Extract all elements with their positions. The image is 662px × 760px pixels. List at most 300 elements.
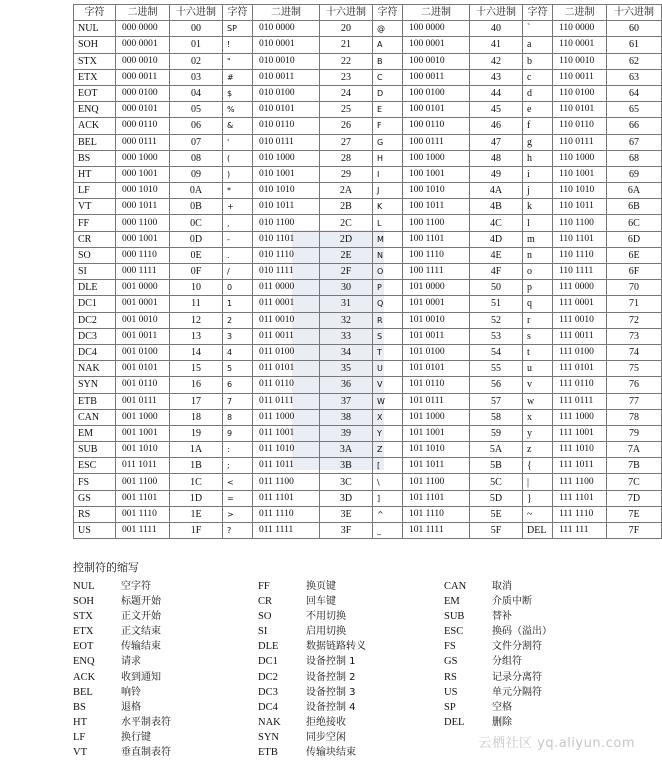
abbreviation-code: US (444, 686, 458, 698)
char-cell: EM (74, 425, 116, 441)
hex-cell: 40 (470, 21, 523, 37)
hex-cell: 14 (170, 344, 223, 360)
abbreviation-code: ETX (73, 626, 94, 638)
hex-cell: 52 (470, 312, 523, 328)
binary-cell: 010 0101 (253, 102, 320, 118)
char-cell: DC4 (74, 344, 116, 360)
binary-cell: 111 1010 (553, 442, 607, 458)
hex-cell: 2D (320, 231, 373, 247)
hex-cell: 74 (607, 344, 662, 360)
char-cell: ` (523, 21, 553, 37)
hex-cell: 75 (607, 361, 662, 377)
abbreviation-description: 水平制表符 (121, 716, 171, 728)
abbreviation-code: ESC (444, 626, 464, 638)
binary-cell: 001 1111 (116, 523, 170, 539)
binary-cell: 111 0011 (553, 328, 607, 344)
binary-cell: 001 1010 (116, 442, 170, 458)
hex-cell: 19 (170, 425, 223, 441)
hex-cell: 0D (170, 231, 223, 247)
abbreviation-description: 收到通知 (121, 671, 161, 683)
hex-cell: 0A (170, 183, 223, 199)
binary-cell: 101 0001 (403, 296, 470, 312)
hex-cell: 45 (470, 102, 523, 118)
binary-cell: 101 1001 (403, 425, 470, 441)
binary-cell: 100 1101 (403, 231, 470, 247)
binary-cell: 100 1010 (403, 183, 470, 199)
table-row (74, 523, 662, 539)
char-cell: c (523, 69, 553, 85)
binary-cell: 011 0010 (253, 312, 320, 328)
char-cell: H (373, 150, 403, 166)
char-cell: k (523, 199, 553, 215)
abbreviation-item (258, 700, 366, 715)
hex-cell: 49 (470, 166, 523, 182)
abbreviation-description: 设备控制 4 (306, 701, 356, 713)
abbreviation-code: LF (73, 731, 86, 743)
abbreviation-description: 替补 (492, 611, 512, 623)
table-row (74, 215, 662, 231)
binary-cell: 101 0101 (403, 361, 470, 377)
binary-cell: 110 1111 (553, 264, 607, 280)
char-cell: { (523, 458, 553, 474)
hex-cell: 64 (607, 85, 662, 101)
abbreviation-code: CAN (444, 581, 467, 592)
binary-cell: 101 0111 (403, 393, 470, 409)
hex-cell: 0B (170, 199, 223, 215)
abbreviation-item (258, 639, 366, 654)
char-cell: g (523, 134, 553, 150)
abbreviation-code: CR (258, 596, 273, 608)
char-cell: SO (74, 247, 116, 263)
char-cell: DLE (74, 280, 116, 296)
hex-cell: 36 (320, 377, 373, 393)
binary-cell: 100 1001 (403, 166, 470, 182)
binary-cell: 111 0100 (553, 344, 607, 360)
binary-cell: 011 1111 (253, 523, 320, 539)
binary-cell: 000 0010 (116, 53, 170, 69)
abbreviation-description: 单元分隔符 (492, 686, 542, 698)
binary-cell: 101 1111 (403, 523, 470, 539)
binary-cell: 010 0011 (253, 69, 320, 85)
abbreviation-item (258, 579, 366, 594)
hex-cell: 1C (170, 474, 223, 490)
binary-cell: 101 1110 (403, 506, 470, 522)
table-row (74, 231, 662, 247)
table-row (74, 458, 662, 474)
abbreviation-code: FF (258, 581, 270, 592)
char-cell: DC1 (74, 296, 116, 312)
char-cell: BEL (74, 134, 116, 150)
abbreviation-column-1 (73, 579, 171, 760)
header-binary: 二进制 (403, 5, 470, 21)
abbreviation-code: BEL (73, 686, 93, 698)
hex-cell: 5E (470, 506, 523, 522)
binary-cell: 110 0101 (553, 102, 607, 118)
binary-cell: 001 0010 (116, 312, 170, 328)
binary-cell: 011 0111 (253, 393, 320, 409)
binary-cell: 011 1011 (253, 458, 320, 474)
hex-cell: 58 (470, 409, 523, 425)
hex-cell: 39 (320, 425, 373, 441)
hex-cell: 63 (607, 69, 662, 85)
binary-cell: 100 1000 (403, 150, 470, 166)
char-cell: C (373, 69, 403, 85)
char-cell: U (373, 361, 403, 377)
char-cell: RS (74, 506, 116, 522)
header-hex: 十六进制 (170, 5, 223, 21)
char-cell: BS (74, 150, 116, 166)
char-cell: a (523, 37, 553, 53)
abbreviation-item (444, 715, 552, 730)
hex-cell: 22 (320, 53, 373, 69)
table-row (74, 166, 662, 182)
hex-cell: 25 (320, 102, 373, 118)
abbreviation-item (73, 715, 171, 730)
binary-cell: 011 0001 (253, 296, 320, 312)
hex-cell: 65 (607, 102, 662, 118)
binary-cell: 000 1011 (116, 199, 170, 215)
char-cell: l (523, 215, 553, 231)
table-row (74, 53, 662, 69)
binary-cell: 011 1110 (253, 506, 320, 522)
hex-cell: 3F (320, 523, 373, 539)
char-cell: M (373, 231, 403, 247)
char-cell: CAN (74, 409, 116, 425)
binary-cell: 100 0010 (403, 53, 470, 69)
char-cell: Z (373, 442, 403, 458)
hex-cell: 34 (320, 344, 373, 360)
binary-cell: 110 0010 (553, 53, 607, 69)
char-cell: @ (373, 21, 403, 37)
hex-cell: 59 (470, 425, 523, 441)
binary-cell: 000 0001 (116, 37, 170, 53)
abbreviation-code: DC3 (258, 686, 278, 698)
hex-cell: 18 (170, 409, 223, 425)
hex-cell: 10 (170, 280, 223, 296)
abbreviation-item (258, 745, 366, 760)
char-cell: r (523, 312, 553, 328)
hex-cell: 41 (470, 37, 523, 53)
abbreviation-code: ETB (258, 747, 278, 759)
abbreviation-item (444, 700, 552, 715)
char-cell: F (373, 118, 403, 134)
hex-cell: 56 (470, 377, 523, 393)
header-hex: 十六进制 (470, 5, 523, 21)
char-cell: ENQ (74, 102, 116, 118)
abbreviation-code: ACK (73, 671, 96, 683)
hex-cell: 77 (607, 393, 662, 409)
hex-cell: 31 (320, 296, 373, 312)
abbreviation-code: DC4 (258, 701, 278, 713)
char-cell: f (523, 118, 553, 134)
char-cell: 3 (223, 328, 253, 344)
char-cell: E (373, 102, 403, 118)
char-cell: 0 (223, 280, 253, 296)
binary-cell: 111 0110 (553, 377, 607, 393)
binary-cell: 011 0101 (253, 361, 320, 377)
char-cell: z (523, 442, 553, 458)
hex-cell: 16 (170, 377, 223, 393)
abbreviation-description: 设备控制 2 (306, 671, 356, 683)
table-row (74, 134, 662, 150)
binary-cell: 111 0001 (553, 296, 607, 312)
binary-cell: 101 0100 (403, 344, 470, 360)
char-cell: ETB (74, 393, 116, 409)
abbreviation-description: 记录分离符 (492, 671, 542, 683)
binary-cell: 000 0101 (116, 102, 170, 118)
abbreviation-item (73, 624, 171, 639)
table-row (74, 85, 662, 101)
char-cell: ACK (74, 118, 116, 134)
binary-cell: 011 1001 (253, 425, 320, 441)
char-cell: j (523, 183, 553, 199)
abbreviation-code: NUL (73, 581, 95, 592)
abbreviation-description: 数据链路转义 (306, 641, 366, 653)
hex-cell: 2A (320, 183, 373, 199)
char-cell: - (223, 231, 253, 247)
binary-cell: 100 0111 (403, 134, 470, 150)
char-cell: _ (373, 523, 403, 539)
abbreviation-column-2 (258, 579, 366, 760)
binary-cell: 001 1110 (116, 506, 170, 522)
table-row (74, 37, 662, 53)
char-cell: D (373, 85, 403, 101)
char-cell: DC2 (74, 312, 116, 328)
hex-cell: 6C (607, 215, 662, 231)
hex-cell: 2E (320, 247, 373, 263)
hex-cell: 1E (170, 506, 223, 522)
binary-cell: 100 1100 (403, 215, 470, 231)
hex-cell: 4D (470, 231, 523, 247)
abbreviation-description: 响铃 (121, 686, 141, 698)
hex-cell: 2B (320, 199, 373, 215)
hex-cell: 05 (170, 102, 223, 118)
binary-cell: 011 1000 (253, 409, 320, 425)
binary-cell: 110 0100 (553, 85, 607, 101)
char-cell: ? (223, 523, 253, 539)
binary-cell: 001 0001 (116, 296, 170, 312)
char-cell: 6 (223, 377, 253, 393)
table-row (74, 183, 662, 199)
abbreviation-description: 换行键 (121, 731, 151, 743)
hex-cell: 32 (320, 312, 373, 328)
char-cell: NAK (74, 361, 116, 377)
char-cell: \ (373, 474, 403, 490)
binary-cell: 000 0110 (116, 118, 170, 134)
hex-cell: 24 (320, 85, 373, 101)
abbreviation-item (444, 579, 552, 594)
char-cell: L (373, 215, 403, 231)
abbreviation-description: 传输块结束 (306, 747, 356, 759)
char-cell: O (373, 264, 403, 280)
hex-cell: 3B (320, 458, 373, 474)
binary-cell: 000 1000 (116, 150, 170, 166)
binary-cell: 010 0110 (253, 118, 320, 134)
table-row (74, 118, 662, 134)
hex-cell: 12 (170, 312, 223, 328)
hex-cell: 23 (320, 69, 373, 85)
char-cell: u (523, 361, 553, 377)
binary-cell: 100 1111 (403, 264, 470, 280)
abbreviation-code: BS (73, 701, 86, 713)
abbreviation-description: 拒绝接收 (306, 716, 346, 728)
abbreviation-description: 设备控制 1 (306, 656, 356, 668)
table-row (74, 199, 662, 215)
hex-cell: 7E (607, 506, 662, 522)
hex-cell: 1D (170, 490, 223, 506)
char-cell: b (523, 53, 553, 69)
abbreviation-description: 分组符 (492, 656, 522, 668)
abbreviation-description: 不用切换 (306, 611, 346, 623)
char-cell: I (373, 166, 403, 182)
abbreviation-item (258, 715, 366, 730)
char-cell: . (223, 247, 253, 263)
abbreviation-description: 换码（溢出） (492, 626, 552, 638)
hex-cell: 71 (607, 296, 662, 312)
abbreviation-description: 传输结束 (121, 641, 161, 653)
abbreviation-code: SOH (73, 596, 95, 608)
binary-cell: 001 0011 (116, 328, 170, 344)
hex-cell: 72 (607, 312, 662, 328)
abbreviation-item (444, 609, 552, 624)
hex-cell: 61 (607, 37, 662, 53)
hex-cell: 54 (470, 344, 523, 360)
char-cell: } (523, 490, 553, 506)
hex-cell: 6E (607, 247, 662, 263)
char-cell: SUB (74, 442, 116, 458)
binary-cell: 000 0000 (116, 21, 170, 37)
hex-cell: 4E (470, 247, 523, 263)
abbreviation-code: SUB (444, 611, 465, 623)
char-cell: SI (74, 264, 116, 280)
char-cell: NUL (74, 21, 116, 37)
binary-cell: 100 0011 (403, 69, 470, 85)
table-row (74, 296, 662, 312)
hex-cell: 73 (607, 328, 662, 344)
char-cell: n (523, 247, 553, 263)
char-cell: ESC (74, 458, 116, 474)
binary-cell: 111 1100 (553, 474, 607, 490)
ascii-table (73, 4, 662, 539)
char-cell: SYN (74, 377, 116, 393)
hex-cell: 47 (470, 134, 523, 150)
char-cell: US (74, 523, 116, 539)
abbreviation-code: SO (258, 611, 272, 623)
char-cell: y (523, 425, 553, 441)
char-cell: i (523, 166, 553, 182)
char-cell: 7 (223, 393, 253, 409)
binary-cell: 111 1001 (553, 425, 607, 441)
binary-cell: 001 1001 (116, 425, 170, 441)
char-cell: v (523, 377, 553, 393)
binary-cell: 110 0001 (553, 37, 607, 53)
abbreviation-column-3 (444, 579, 552, 730)
binary-cell: 110 0111 (553, 134, 607, 150)
binary-cell: 100 0001 (403, 37, 470, 53)
binary-cell: 100 0101 (403, 102, 470, 118)
char-cell: 5 (223, 361, 253, 377)
binary-cell: 110 1010 (553, 183, 607, 199)
abbreviation-item (73, 594, 171, 609)
char-cell: Q (373, 296, 403, 312)
binary-cell: 000 0111 (116, 134, 170, 150)
hex-cell: 04 (170, 85, 223, 101)
hex-cell: 4C (470, 215, 523, 231)
char-cell: , (223, 215, 253, 231)
binary-cell: 101 0011 (403, 328, 470, 344)
binary-cell: 111 0101 (553, 361, 607, 377)
hex-cell: 7A (607, 442, 662, 458)
hex-cell: 00 (170, 21, 223, 37)
char-cell: : (223, 442, 253, 458)
char-cell: | (523, 474, 553, 490)
hex-cell: 0E (170, 247, 223, 263)
hex-cell: 5F (470, 523, 523, 539)
binary-cell: 010 1001 (253, 166, 320, 182)
hex-cell: 5B (470, 458, 523, 474)
hex-cell: 4B (470, 199, 523, 215)
char-cell: VT (74, 199, 116, 215)
hex-cell: 33 (320, 328, 373, 344)
hex-cell: 43 (470, 69, 523, 85)
abbreviation-item (73, 730, 171, 745)
binary-cell: 010 0010 (253, 53, 320, 69)
abbreviation-description: 请求 (121, 656, 141, 668)
abbreviation-description: 标题开始 (121, 596, 161, 608)
abbreviation-description: 设备控制 3 (306, 686, 356, 698)
abbreviation-item (258, 730, 366, 745)
abbreviation-code: FS (444, 641, 456, 653)
char-cell: ^ (373, 506, 403, 522)
header-hex: 十六进制 (607, 5, 662, 21)
header-char: 字符 (523, 5, 553, 21)
binary-cell: 001 0111 (116, 393, 170, 409)
abbreviation-code: SI (258, 626, 268, 638)
char-cell: x (523, 409, 553, 425)
char-cell: [ (373, 458, 403, 474)
abbreviation-description: 空字符 (121, 581, 151, 592)
binary-cell: 010 1101 (253, 231, 320, 247)
binary-cell: 000 1111 (116, 264, 170, 280)
char-cell: ; (223, 458, 253, 474)
abbreviation-item (444, 670, 552, 685)
binary-cell: 100 0000 (403, 21, 470, 37)
char-cell: q (523, 296, 553, 312)
char-cell: 9 (223, 425, 253, 441)
abbreviation-item (444, 594, 552, 609)
char-cell: 2 (223, 312, 253, 328)
abbreviation-item (73, 670, 171, 685)
binary-cell: 000 1001 (116, 231, 170, 247)
table-row (74, 506, 662, 522)
abbreviation-item (444, 685, 552, 700)
abbreviation-code: SP (444, 701, 456, 713)
abbreviation-item (258, 624, 366, 639)
binary-cell: 100 0110 (403, 118, 470, 134)
hex-cell: 3E (320, 506, 373, 522)
hex-cell: 37 (320, 393, 373, 409)
hex-cell: 7B (607, 458, 662, 474)
hex-cell: 26 (320, 118, 373, 134)
abbreviation-item (73, 745, 171, 760)
hex-cell: 44 (470, 85, 523, 101)
binary-cell: 011 0100 (253, 344, 320, 360)
char-cell: DEL (523, 523, 553, 539)
binary-cell: 001 0000 (116, 280, 170, 296)
hex-cell: 6B (607, 199, 662, 215)
footer-watermark: 云栖社区 yq.aliyun.com (478, 736, 635, 751)
abbreviation-description: 退格 (121, 701, 141, 713)
